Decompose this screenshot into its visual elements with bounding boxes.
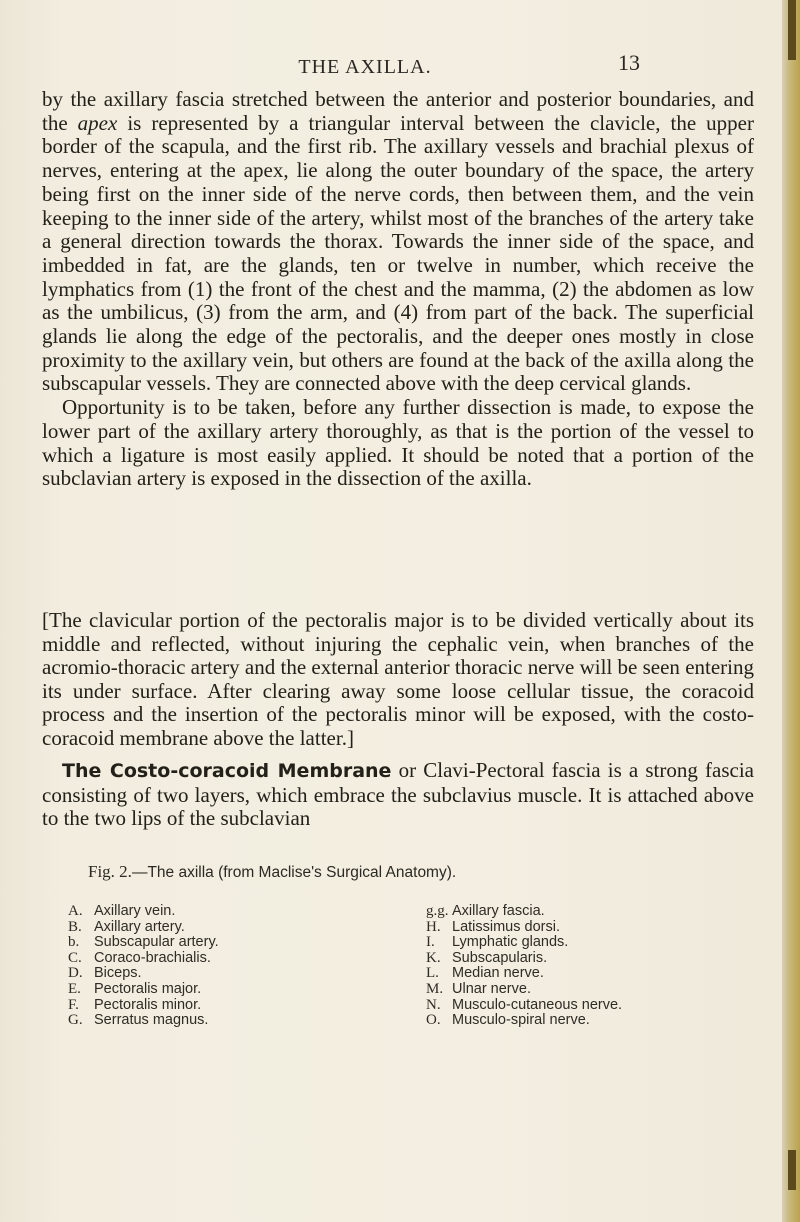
body-text — [42, 88, 754, 491]
page-edge — [782, 0, 800, 1222]
edge-mark — [788, 1150, 796, 1190]
legend-key: C. — [68, 949, 82, 966]
figure-legend-right — [426, 904, 766, 1029]
figure-caption — [88, 862, 728, 882]
legend-description: Serratus magnus. — [94, 1012, 209, 1029]
page-header — [0, 50, 800, 78]
legend-key: E. — [68, 980, 81, 997]
legend-key: G. — [68, 1012, 83, 1029]
legend-key: M. — [426, 980, 444, 997]
legend-description: Subscapular artery. — [94, 934, 219, 951]
legend-entry — [68, 1013, 388, 1029]
legend-description: Pectoralis minor. — [94, 996, 202, 1013]
italic-term: apex — [77, 110, 118, 135]
legend-entry — [68, 935, 388, 951]
legend-key: B. — [68, 918, 82, 935]
dissection-note — [42, 609, 754, 750]
legend-key: N. — [426, 996, 441, 1013]
legend-description: Ulnar nerve. — [452, 980, 531, 997]
legend-entry — [426, 920, 766, 936]
legend-key: F. — [68, 996, 79, 1013]
figure-label: Fig. 2. — [88, 862, 132, 881]
costo-coracoid-section — [42, 759, 754, 831]
legend-entry — [426, 904, 766, 920]
legend-key: L. — [426, 965, 439, 982]
text-run: by the axillary fascia stretched between the anterior and posterior boundaries, and the — [42, 87, 754, 135]
legend-description: Musculo-spiral nerve. — [452, 1012, 590, 1029]
legend-entry — [426, 998, 766, 1014]
legend-entry — [68, 904, 388, 920]
legend-entry — [68, 966, 388, 982]
legend-description: Biceps. — [94, 965, 142, 982]
legend-description: Pectoralis major. — [94, 980, 202, 997]
legend-key: g.g. — [426, 903, 449, 919]
legend-description: Axillary fascia. — [452, 903, 545, 919]
legend-key: b. — [68, 934, 80, 951]
legend-key: K. — [426, 949, 441, 966]
legend-description: Axillary vein. — [94, 903, 176, 919]
legend-entry — [426, 966, 766, 982]
paragraph-1 — [42, 88, 754, 396]
legend-entry — [68, 998, 388, 1014]
legend-description: Latissimus dorsi. — [452, 918, 560, 935]
legend-entry — [68, 951, 388, 967]
legend-entry — [426, 951, 766, 967]
legend-entry — [426, 1013, 766, 1029]
figure-caption-text: —The axilla (from Maclise's Surgical Anatomy). — [131, 864, 457, 881]
legend-entry — [68, 920, 388, 936]
legend-entry — [426, 935, 766, 951]
legend-key: I. — [426, 934, 435, 951]
running-title: THE AXILLA. — [298, 56, 432, 78]
legend-entry — [68, 982, 388, 998]
figure-legend-left — [68, 904, 388, 1029]
text-run: is represented by a triangular interval between the clavicle, the upper border of the scapula, and the first rib. The axillary vessels and brachial plexus of nerves, entering at the apex, lie along the outer boundary of the space, the artery being first on the inner side of the nerve cords, then between them, and the vein keeping to the inner side of the artery, whilst most of the branches of the artery take a general direction towards the thorax. Towards the inner side of the space, and imbedded in fat, are the glands, ten or twelve in number, which receive the lymphatics from (1) the front of the chest and the mamma, (2) the abdomen as low as the umbilicus, (3) from the arm, and (4) from part of the back. The superficial glands lie along the edge of the pectoralis, and the deeper ones mostly in close proximity to the axillary vein, but others are found at the back of the axilla along the subscapular vessels. They are connected above with the deep cervical glands. — [42, 110, 754, 396]
edge-mark — [788, 0, 796, 60]
legend-key: H. — [426, 918, 441, 935]
legend-description: Median nerve. — [452, 965, 544, 982]
note-text: [The clavicular portion of the pectoralis major is to be divided vertically about its middle and reflected, without injuring the cephalic vein, when branches of the acromio-thoracic artery and the external anterior thoracic nerve will be seen entering its under surface. After clearing away some loose cellular tissue, the coracoid process and the insertion of the pectoralis minor will be exposed, with the costo-coracoid membrane above the latter.] — [42, 608, 754, 750]
paragraph-2: Opportunity is to be taken, before any further dissection is made, to expose the lower part of the axillary artery thoroughly, as that is the portion of the vessel to which a ligature is most easily applied. It should be noted that a portion of the subclavian artery is exposed in the dissection of the axilla. — [42, 395, 754, 491]
legend-description: Axillary artery. — [94, 918, 185, 935]
legend-key: O. — [426, 1012, 441, 1029]
legend-description: Coraco-brachialis. — [94, 949, 211, 966]
section-paragraph — [42, 759, 754, 831]
legend-key: A. — [68, 903, 83, 919]
section-heading: The Costo-coracoid Membrane — [62, 760, 392, 782]
section-text: or Clavi-Pectoral fascia is a strong fascia consisting of two layers, which embrace the subclavius muscle. It is attached above to the two lips of the subclavian — [42, 758, 754, 831]
legend-entry — [426, 982, 766, 998]
legend-key: D. — [68, 965, 83, 982]
legend-description: Subscapularis. — [452, 949, 548, 966]
page-number: 13 — [618, 50, 640, 75]
legend-description: Musculo-cutaneous nerve. — [452, 996, 623, 1013]
legend-description: Lymphatic glands. — [452, 934, 569, 951]
